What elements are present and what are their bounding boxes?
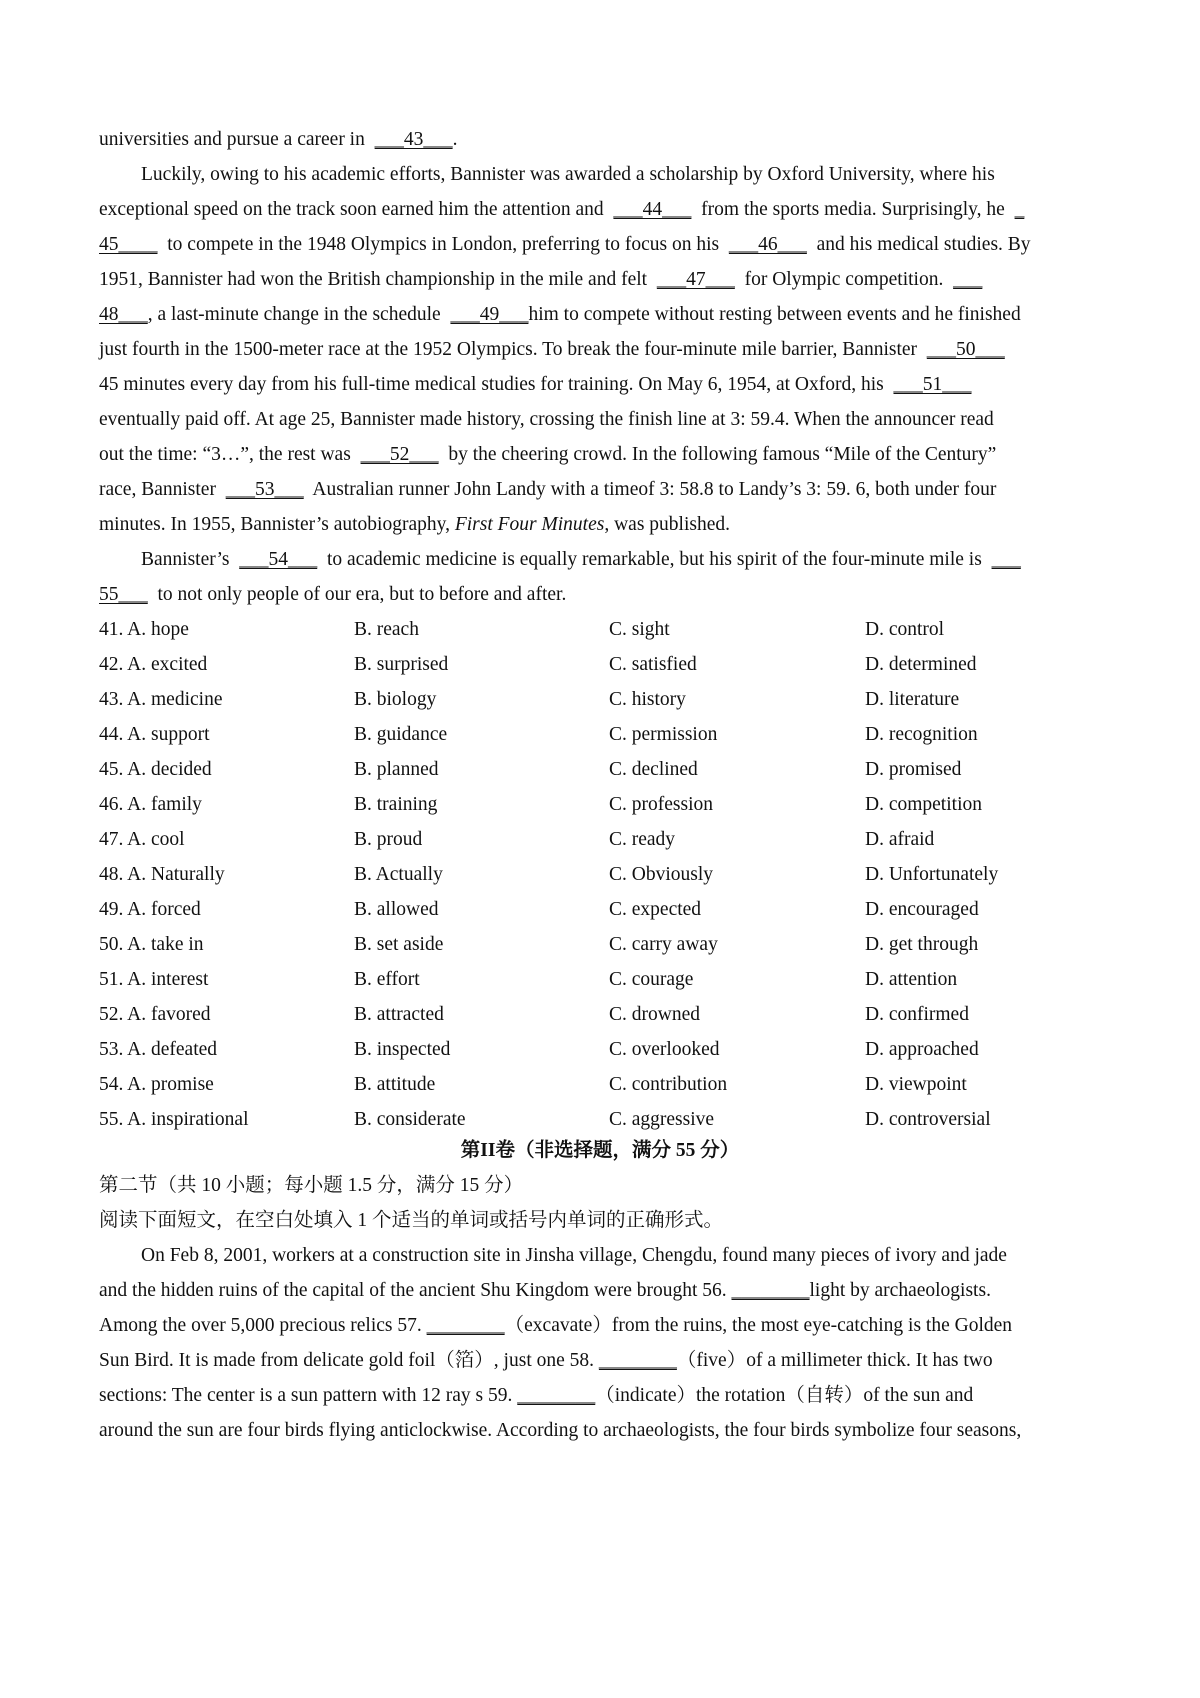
option-choice: 53. A. defeated	[99, 1039, 218, 1060]
text-run: to academic medicine is equally remarkable, but his spirit of the four-minute mile is	[317, 549, 992, 570]
option-choice: B. proud	[354, 829, 423, 850]
answer-blank: ___	[991, 549, 1021, 570]
option-row	[99, 1108, 1119, 1132]
option-choice: B. set aside	[354, 934, 444, 955]
option-choice: D. controversial	[865, 1109, 991, 1130]
option-row	[99, 933, 1119, 957]
answer-blank: ________	[598, 1350, 677, 1371]
option-choice: C. profession	[609, 794, 713, 815]
option-choice: 54. A. promise	[99, 1074, 214, 1095]
answer-blank: ___46___	[728, 234, 807, 255]
text-run: （five）of a millimeter thick. It has two	[676, 1350, 993, 1371]
option-choice: C. ready	[609, 829, 676, 850]
text-run: , was published.	[604, 514, 730, 535]
option-choice: 48. A. Naturally	[99, 864, 225, 885]
answer-blank: ___	[953, 269, 983, 290]
option-choice: B. planned	[354, 759, 439, 780]
option-choice: C. sight	[609, 619, 670, 640]
option-choice: 46. A. family	[99, 794, 202, 815]
option-choice: C. contribution	[609, 1074, 728, 1095]
text-run: Bannister’s	[141, 549, 240, 570]
answer-blank: 45____	[99, 234, 158, 255]
text-run: 1951, Bannister had won the British championship in the mile and felt	[99, 269, 657, 290]
option-choice: C. permission	[609, 724, 718, 745]
option-row	[99, 968, 1119, 992]
text-run: Sun Bird. It is made from delicate gold foil（箔）, just one 58.	[99, 1350, 599, 1371]
option-choice: C. satisfied	[609, 654, 697, 675]
option-row	[99, 1038, 1119, 1062]
option-row	[99, 653, 1119, 677]
option-row	[99, 793, 1119, 817]
option-choice: 42. A. excited	[99, 654, 208, 675]
text-run: out the time: “3…”, the rest was	[99, 444, 361, 465]
text-run: （indicate）the rotation（自转）of the sun and	[595, 1385, 974, 1406]
text-run: universities and pursue a career in	[99, 129, 375, 150]
option-choice: D. confirmed	[865, 1004, 969, 1025]
passage-line	[99, 373, 971, 397]
passage2-line	[99, 1349, 993, 1373]
passage-line	[99, 583, 566, 607]
part2-heading: 第II卷（非选择题，满分 55 分）	[460, 1140, 740, 1161]
text-run: and his medical studies. By	[806, 234, 1031, 255]
option-choice: C. history	[609, 689, 686, 710]
option-choice: D. literature	[865, 689, 960, 710]
text-run: race, Bannister	[99, 479, 226, 500]
text-run: just fourth in the 1500-meter race at the 1952 Olympics. To break the four-minute mile barrier, Bannister	[99, 339, 927, 360]
option-row	[99, 723, 1119, 747]
option-choice: C. carry away	[609, 934, 718, 955]
option-choice: B. training	[354, 794, 438, 815]
option-choice: B. biology	[354, 689, 437, 710]
passage-line	[99, 128, 457, 152]
text-run: eventually paid off. At age 25, Bannister made history, crossing the finish line at 3: 59.4. When the announcer read	[99, 409, 994, 430]
text-run: , a last-minute change in the schedule	[147, 304, 451, 325]
answer-blank: ________	[426, 1315, 505, 1336]
option-choice: C. aggressive	[609, 1109, 715, 1130]
answer-blank: ___52___	[360, 444, 439, 465]
option-choice: 52. A. favored	[99, 1004, 211, 1025]
text-run: for Olympic competition.	[734, 269, 954, 290]
option-choice: B. attracted	[354, 1004, 444, 1025]
text-run: to not only people of our era, but to before and after.	[147, 584, 567, 605]
option-choice: C. expected	[609, 899, 702, 920]
option-choice: 50. A. take in	[99, 934, 204, 955]
option-choice: 45. A. decided	[99, 759, 212, 780]
passage-line	[99, 338, 1005, 362]
option-choice: B. effort	[354, 969, 420, 990]
option-choice: D. recognition	[865, 724, 978, 745]
text-run: around the sun are four birds flying anticlockwise. According to archaeologists, the four birds symbolize four seasons,	[99, 1420, 1022, 1441]
text-run: Australian runner John Landy with a timeof 3: 58.8 to Landy’s 3: 59. 6, both under four	[303, 479, 997, 500]
section2-instruction: 阅读下面短文，在空白处填入 1 个适当的单词或括号内单词的正确形式。	[99, 1210, 724, 1231]
option-choice: C. overlooked	[609, 1039, 720, 1060]
option-choice: C. drowned	[609, 1004, 700, 1025]
option-choice: B. guidance	[354, 724, 448, 745]
option-choice: B. attitude	[354, 1074, 436, 1095]
text-run: （excavate）from the ruins, the most eye-catching is the Golden	[504, 1315, 1013, 1336]
passage-line	[99, 233, 1031, 257]
option-choice: D. control	[865, 619, 945, 640]
answer-blank: ___43___	[374, 129, 453, 150]
option-row	[99, 863, 1119, 887]
option-choice: D. get through	[865, 934, 979, 955]
passage-line	[99, 303, 1021, 327]
passage-line	[99, 478, 996, 502]
text-run: minutes. In 1955, Bannister’s autobiography,	[99, 514, 455, 535]
option-choice: D. approached	[865, 1039, 979, 1060]
text-run: to compete in the 1948 Olympics in London, preferring to focus on his	[157, 234, 729, 255]
book-title: First Four Minutes	[454, 514, 605, 535]
option-choice: B. surprised	[354, 654, 449, 675]
passage2-line	[99, 1419, 1021, 1443]
option-choice: C. declined	[609, 759, 698, 780]
option-choice: D. competition	[865, 794, 982, 815]
answer-blank: ___49___	[450, 304, 529, 325]
passage2-line	[99, 1314, 1012, 1338]
answer-blank: ________	[731, 1280, 810, 1301]
option-choice: D. promised	[865, 759, 962, 780]
option-choice: D. afraid	[865, 829, 935, 850]
passage-line	[99, 408, 994, 432]
option-choice: 47. A. cool	[99, 829, 185, 850]
option-choice: C. courage	[609, 969, 694, 990]
passage-line	[99, 513, 730, 537]
option-row	[99, 1003, 1119, 1027]
option-choice: D. encouraged	[865, 899, 979, 920]
option-choice: B. considerate	[354, 1109, 466, 1130]
answer-blank: _	[1014, 199, 1025, 220]
text-run: sections: The center is a sun pattern with 12 ray s 59.	[99, 1385, 518, 1406]
option-choice: 51. A. interest	[99, 969, 209, 990]
option-choice: D. viewpoint	[865, 1074, 967, 1095]
text-run: Among the over 5,000 precious relics 57.	[99, 1315, 427, 1336]
answer-blank: ___51___	[893, 374, 972, 395]
text-run: him to compete without resting between events and he finished	[528, 304, 1021, 325]
answer-blank: 48___	[99, 304, 148, 325]
answer-blank: ________	[517, 1385, 596, 1406]
text-run: and the hidden ruins of the capital of the ancient Shu Kingdom were brought 56.	[99, 1280, 732, 1301]
passage-line	[99, 198, 1024, 222]
answer-blank: ___47___	[656, 269, 735, 290]
passage-line	[141, 548, 1021, 572]
text-run: from the sports media. Surprisingly, he	[691, 199, 1015, 220]
text-run: .	[452, 129, 458, 150]
option-row	[99, 618, 1119, 642]
passage2-line	[141, 1244, 1007, 1268]
option-choice: 41. A. hope	[99, 619, 189, 640]
answer-blank: ___44___	[613, 199, 692, 220]
option-choice: D. determined	[865, 654, 977, 675]
option-row	[99, 688, 1119, 712]
passage-line	[99, 268, 982, 292]
answer-blank: ___54___	[239, 549, 318, 570]
passage-line	[141, 163, 995, 187]
text-run: 45 minutes every day from his full-time medical studies for training. On May 6, 1954, at Oxford, his	[99, 374, 894, 395]
option-choice: B. inspected	[354, 1039, 451, 1060]
answer-blank: 55___	[99, 584, 148, 605]
answer-blank: ___53___	[225, 479, 304, 500]
option-choice: 44. A. support	[99, 724, 210, 745]
text-run: light by archaeologists.	[809, 1280, 991, 1301]
passage2-line	[99, 1279, 991, 1303]
text-run: by the cheering crowd. In the following famous “Mile of the Century”	[438, 444, 997, 465]
option-choice: C. Obviously	[609, 864, 714, 885]
option-choice: D. Unfortunately	[865, 864, 999, 885]
text-run: Luckily, owing to his academic efforts, Bannister was awarded a scholarship by Oxford University, where his	[141, 164, 995, 185]
option-choice: 55. A. inspirational	[99, 1109, 249, 1130]
option-row	[99, 898, 1119, 922]
option-choice: D. attention	[865, 969, 958, 990]
option-row	[99, 828, 1119, 852]
answer-blank: ___50___	[926, 339, 1005, 360]
passage2-line	[99, 1384, 973, 1408]
option-row	[99, 1073, 1119, 1097]
passage-line	[99, 443, 996, 467]
section2-title: 第二节（共 10 小题；每小题 1.5 分，满分 15 分）	[99, 1175, 524, 1196]
option-choice: B. Actually	[354, 864, 443, 885]
option-choice: B. allowed	[354, 899, 439, 920]
text-run: On Feb 8, 2001, workers at a construction site in Jinsha village, Chengdu, found many pieces of ivory and jade	[141, 1245, 1007, 1266]
text-run: exceptional speed on the track soon earned him the attention and	[99, 199, 614, 220]
option-choice: 43. A. medicine	[99, 689, 223, 710]
option-row	[99, 758, 1119, 782]
option-choice: 49. A. forced	[99, 899, 201, 920]
option-choice: B. reach	[354, 619, 419, 640]
